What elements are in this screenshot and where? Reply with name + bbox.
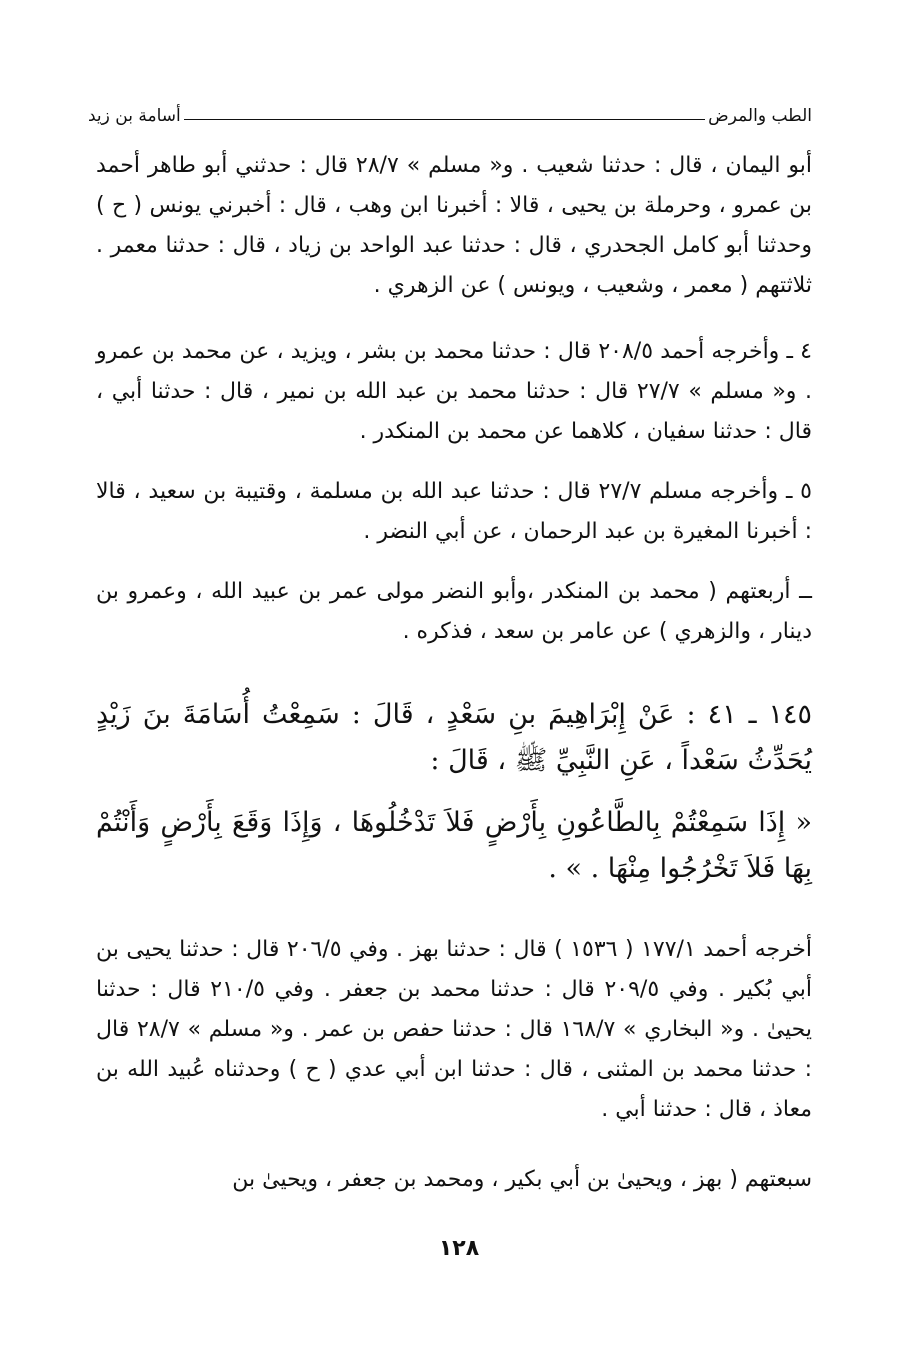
hadith-text: « إِذَا سَمِعْتُمْ بِالطَّاعُونِ بِأَرْضٍ فَلاَ تَدْخُلُوهَا ، وَإِذَا وَقَعَ بِأَرْضٍ وَأَنْتُمْ بِهَا فَلاَ تَخْرُجُوا مِنْهَا . » .	[96, 807, 812, 884]
chapter-title: أسامة بن زيد	[88, 106, 181, 126]
page-number: ١٢٨	[438, 1236, 480, 1261]
book-title: الطب والمرض	[708, 106, 812, 126]
header-rule	[184, 119, 705, 120]
paragraph-2: ٤ ـ وأخرجه أحمد ٢٠٨/٥ قال : حدثنا محمد بن بشر ، ويزيد ، عن محمد بن عمرو . و« مسلم » ٢٧/٧ قال : حدثنا محمد بن عبد الله بن نمير ، قال : حدثنا أبي ، قال : حدثنا سفيان ، كلاهما عن محمد بن المنكدر .	[96, 339, 812, 444]
hadith-intro: ١٤٥ ـ ٤١ : عَنْ إِبْرَاهِيمَ بنِ سَعْدٍ ، قَالَ : سَمِعْتُ أُسَامَةَ بنَ زَيْدٍ يُحَدِّثُ سَعْداً ، عَنِ النَّبِيِّ ﷺ ، قَالَ :	[96, 699, 812, 776]
paragraph-4: ــ أربعتهم ( محمد بن المنكدر ،وأبو النضر مولى عمر بن عبيد الله ، وعمرو بن دينار ، والزهري ) عن عامر بن سعد ، فذكره .	[96, 579, 812, 644]
paragraph-6: سبعتهم ( بهز ، ويحيىٰ بن أبي بكير ، ومحمد بن جعفر ، ويحيىٰ بن	[232, 1167, 812, 1192]
paragraph-5: أخرجه أحمد ١٧٧/١ ( ١٥٣٦ ) قال : حدثنا بهز . وفي ٢٠٦/٥ قال : حدثنا يحيى بن أبي بُكير . وفي ٢٠٩/٥ قال : حدثنا محمد بن جعفر . وفي ٢١٠/٥ قال : حدثنا يحيىٰ . و« البخاري » ١٦٨/٧ قال : حدثنا حفص بن عمر . و« مسلم » ٢٨/٧ قال : حدثنا محمد بن المثنى ، قال : حدثنا ابن أبي عدي ( ح ) وحدثناه عُبيد الله بن معاذ ، قال : حدثنا أبي .	[96, 937, 812, 1122]
paragraph-3: ٥ ـ وأخرجه مسلم ٢٧/٧ قال : حدثنا عبد الله بن مسلمة ، وقتيبة بن سعيد ، قالا : أخبرنا المغيرة بن عبد الرحمان ، عن أبي النضر .	[96, 479, 812, 544]
paragraph-1: أبو اليمان ، قال : حدثنا شعيب . و« مسلم » ٢٨/٧ قال : حدثني أبو طاهر أحمد بن عمرو ، وحرملة بن يحيى ، قالا : أخبرنا ابن وهب ، قال : أخبرني يونس ( ح ) وحدثنا أبو كامل الجحدري ، قال : حدثنا عبد الواحد بن زياد ، قال : حدثنا معمر . ثلاثتهم ( معمر ، وشعيب ، ويونس ) عن الزهري .	[96, 153, 812, 298]
running-header	[88, 96, 812, 126]
